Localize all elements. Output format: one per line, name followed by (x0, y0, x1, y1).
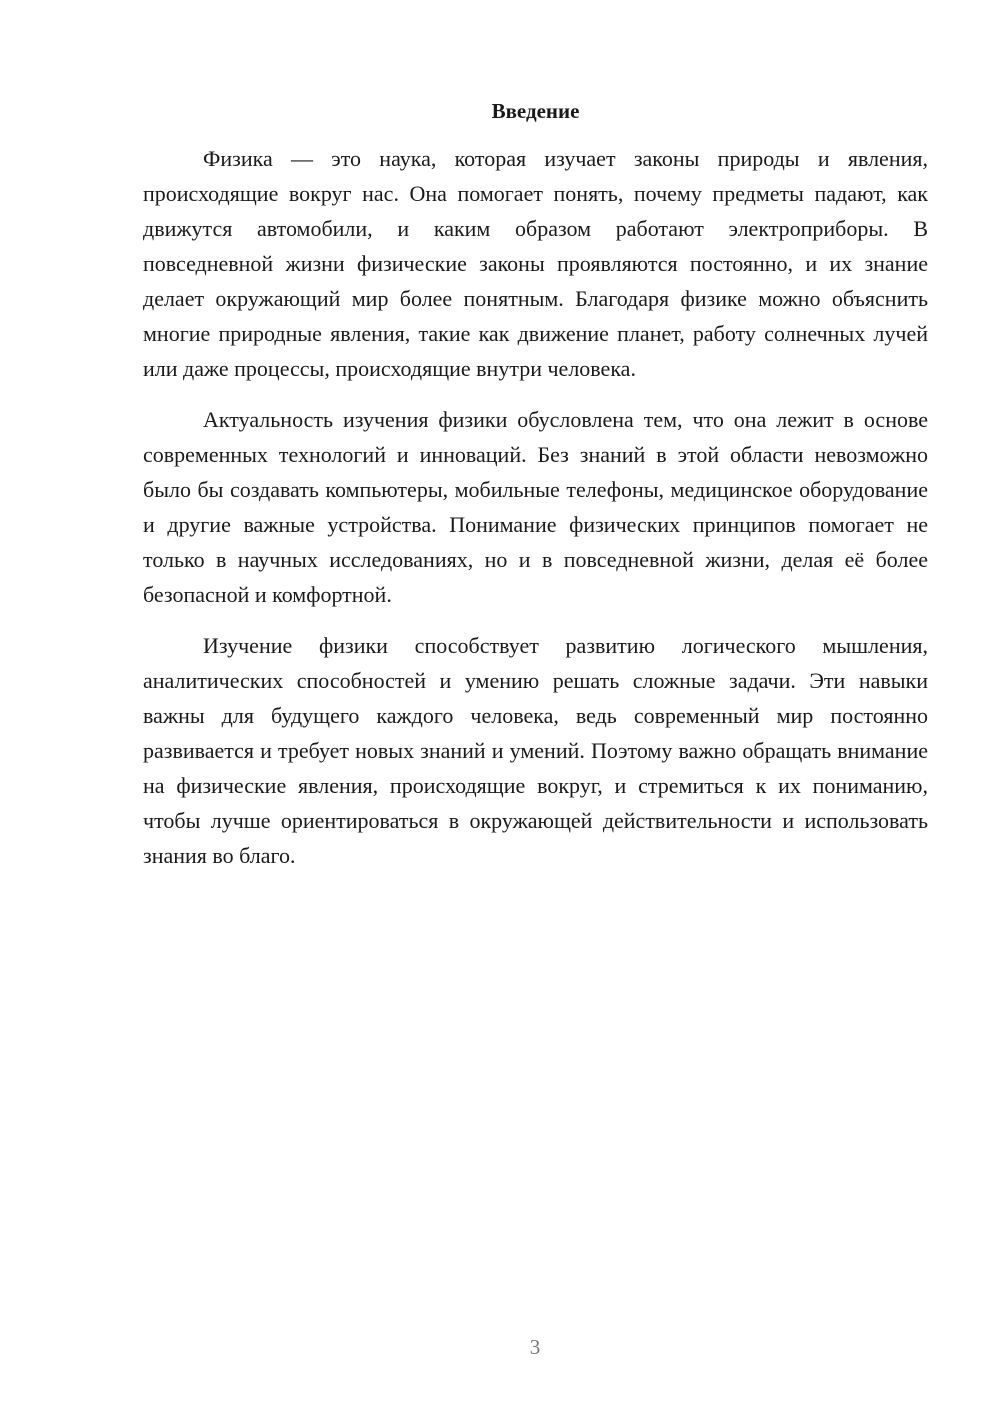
paragraph-intro: Физика — это наука, которая изучает законы природы и явления, происходящие вокруг нас. Она помогает понять, почему предметы падают, как движутся автомобили, и каким образом работают электроприборы. В повседневной жизни физические законы проявляются постоянно, и их знание делает окружающий мир более понятным. Благодаря физике можно объяснить многие природные явления, такие как движение планет, работу солнечных лучей или даже процессы, происходящие внутри человека. (143, 146, 928, 381)
paragraph-relevance: Актуальность изучения физики обусловлена тем, что она лежит в основе современных технологий и инноваций. Без знаний в этой области невозможно было бы создавать компьютеры, мобильные телефоны, медицинское оборудование и другие важные устройства. Понимание физических принципов помогает не только в научных исследованиях, но и в повседневной жизни, делая её более безопасной и комфортной. (143, 407, 928, 607)
section-heading: Введение (491, 99, 580, 123)
page-number: 3 (529, 1335, 541, 1359)
page-content (143, 96, 928, 889)
paragraph-benefits: Изучение физики способствует развитию логического мышления, аналитических способностей и умению решать сложные задачи. Эти навыки важны для будущего каждого человека, ведь современный мир постоянно развивается и требует новых знаний и умений. Поэтому важно обращать внимание на физические явления, происходящие вокруг, и стремиться к их пониманию, чтобы лучше ориентироваться в окружающей действительности и использовать знания во благо. (143, 633, 928, 868)
